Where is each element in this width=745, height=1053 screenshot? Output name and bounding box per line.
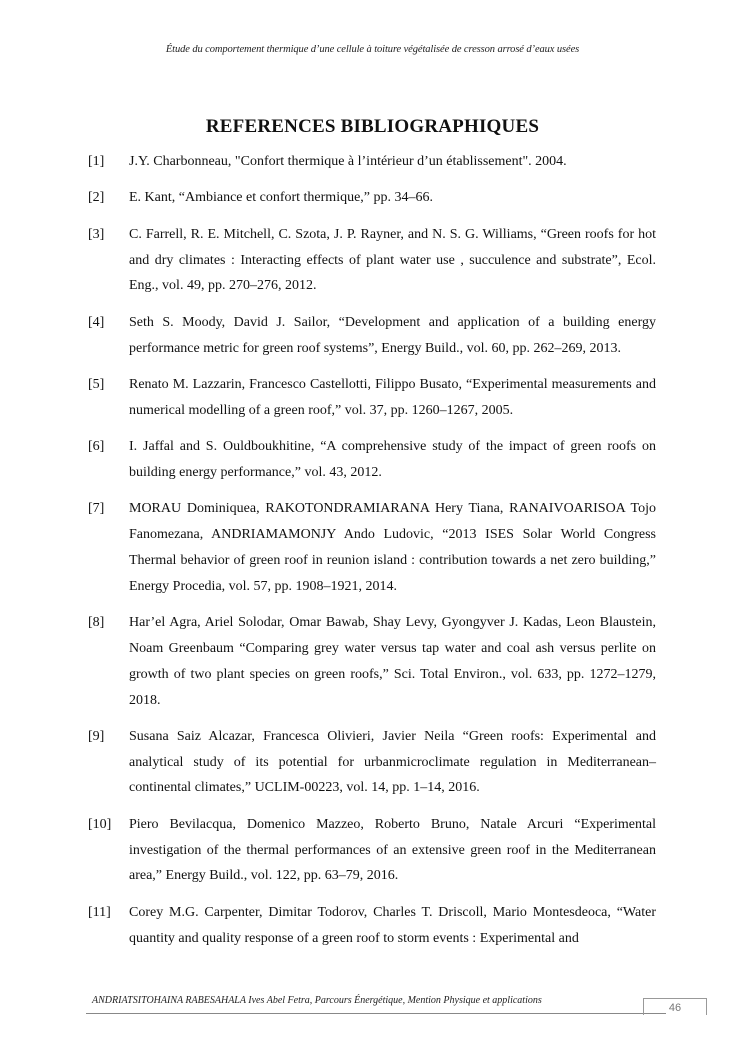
- reference-number: [1]: [88, 154, 105, 169]
- reference-text: Renato M. Lazzarin, Francesco Castellotti, Filippo Busato, “Experimental measurements and numerical modelling of a green roof,” vol. 37, pp. 1260–1267, 2005.: [129, 376, 656, 418]
- reference-text: I. Jaffal and S. Ouldboukhitine, “A comprehensive study of the impact of green roofs on building energy performance,” vol. 43, 2012.: [129, 439, 656, 480]
- running-footer: ANDRIATSITOHAINA RABESAHALA Ives Abel Fetra, Parcours Énergétique, Mention Physique et applications: [92, 995, 542, 1006]
- reference-text: E. Kant, “Ambiance et confort thermique,” pp. 34–66.: [129, 190, 434, 206]
- reference-number: [5]: [88, 376, 105, 392]
- reference-text: Susana Saiz Alcazar, Francesca Olivieri, Javier Neila “Green roofs: Experimental and analytical study of its potential for urbanmicroclimate regulation in Mediterranean–continental climates,” UCLIM-00223, vol. 14, pp. 1–14, 2016.: [129, 728, 656, 796]
- reference-number: [11]: [88, 904, 111, 920]
- reference-item: [88, 310, 656, 362]
- reference-text: C. Farrell, R. E. Mitchell, C. Szota, J. P. Rayner, and N. S. G. Williams, “Green roofs for hot and dry climates : Interacting effects of plant water use , succulence and substrate”, Ecol. Eng., vol. 49, pp. 270–276, 2012.: [129, 226, 656, 294]
- reference-item: [88, 724, 656, 801]
- reference-item: [88, 812, 656, 889]
- reference-text: Har’el Agra, Ariel Solodar, Omar Bawab, Shay Levy, Gyongyver J. Kadas, Leon Blaustein, Noam Greenbaum “Comparing grey water versus tap water and coal ash versus perlite on growth of two plant species on green roofs,” Sci. Total Environ., vol. 633, pp. 1272–1279, 2018.: [129, 615, 656, 708]
- reference-item: [88, 496, 656, 599]
- reference-item: [88, 900, 656, 952]
- reference-text: Seth S. Moody, David J. Sailor, “Development and application of a building energy performance metric for green roof systems”, Energy Build., vol. 60, pp. 262–269, 2013.: [129, 314, 656, 356]
- reference-number: [3]: [88, 226, 105, 242]
- reference-number: [4]: [88, 314, 105, 330]
- page-number: 46: [643, 998, 707, 1015]
- reference-number: [7]: [88, 501, 105, 517]
- page-title: REFERENCES BIBLIOGRAPHIQUES: [205, 116, 540, 137]
- reference-number: [8]: [88, 615, 105, 631]
- reference-number: [10]: [88, 816, 112, 832]
- reference-item: [88, 434, 656, 486]
- reference-number: [2]: [88, 190, 105, 206]
- reference-item: [88, 149, 656, 175]
- footer-divider: [86, 1013, 666, 1014]
- reference-text: Corey M.G. Carpenter, Dimitar Todorov, Charles T. Driscoll, Mario Montesdeoca, “Water quantity and quality response of a green roof to storm events : Experimental and: [129, 904, 656, 946]
- reference-item: [88, 372, 656, 424]
- reference-list: [88, 149, 656, 962]
- reference-text: MORAU Dominiquea, RAKOTONDRAMIARANA Hery Tiana, RANAIVOARISOA Tojo Fanomezana, ANDRIAMAMONJY Ando Ludovic, “2013 ISES Solar World Congress Thermal behavior of green roof in reunion island : contribution towards a net zero building,” Energy Procedia, vol. 57, pp. 1908–1921, 2014.: [129, 501, 656, 594]
- running-header: Étude du comportement thermique d’une cellule à toiture végétalisée de cresson arrosé d’eaux usées: [165, 44, 580, 55]
- reference-text: Piero Bevilacqua, Domenico Mazzeo, Roberto Bruno, Natale Arcuri “Experimental investigation of the thermal performances of an extensive green roof in the Mediterranean area,” Energy Build., vol. 122, pp. 63–79, 2016.: [129, 816, 656, 884]
- reference-number: [9]: [88, 728, 105, 744]
- reference-item: [88, 185, 656, 211]
- reference-number: [6]: [88, 439, 105, 455]
- reference-item: [88, 610, 656, 713]
- reference-text: J.Y. Charbonneau, "Confort thermique à l’intérieur d’un établissement". 2004.: [129, 154, 567, 169]
- reference-item: [88, 222, 656, 299]
